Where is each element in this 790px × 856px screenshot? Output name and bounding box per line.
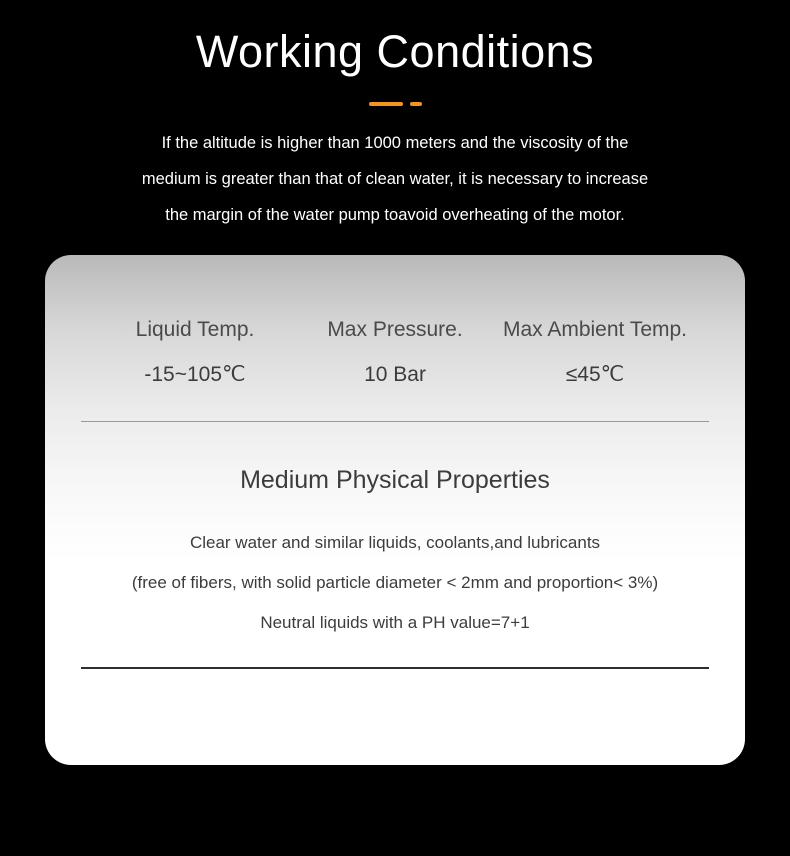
notes-block <box>45 523 745 643</box>
subtitle-line: medium is greater than that of clean water, it is necessary to increase <box>141 169 649 188</box>
spec-card <box>45 255 745 765</box>
page-title: Working Conditions <box>195 26 595 77</box>
spec-item-max-pressure <box>295 317 495 387</box>
spec-value: -15~105℃ <box>144 362 246 386</box>
spec-row <box>45 255 745 387</box>
section-title: Medium Physical Properties <box>240 466 550 495</box>
spec-item-max-ambient-temp <box>495 317 695 387</box>
spec-item-liquid-temp <box>95 317 295 387</box>
spec-card-wrapper <box>45 255 745 765</box>
subtitle-line: the margin of the water pump toavoid overheating of the motor. <box>165 205 625 224</box>
spec-divider <box>81 421 709 422</box>
spec-value: 10 Bar <box>364 362 426 386</box>
notes-divider <box>81 667 709 669</box>
spec-label: Liquid Temp. <box>135 317 255 341</box>
note-line: Clear water and similar liquids, coolants,and lubricants <box>189 533 601 553</box>
subtitle-line: If the altitude is higher than 1000 meters and the viscosity of the <box>161 133 629 152</box>
spec-label: Max Ambient Temp. <box>502 317 688 341</box>
header <box>0 0 790 233</box>
subtitle-block <box>0 125 790 233</box>
spec-label: Max Pressure. <box>327 317 463 341</box>
divider-segment-short <box>410 102 422 106</box>
divider-segment-long <box>369 102 403 106</box>
note-line: Neutral liquids with a PH value=7+1 <box>260 613 530 633</box>
spec-value: ≤45℃ <box>565 362 625 386</box>
title-divider <box>367 102 423 107</box>
note-line: (free of fibers, with solid particle diameter < 2mm and proportion< 3%) <box>131 573 659 593</box>
